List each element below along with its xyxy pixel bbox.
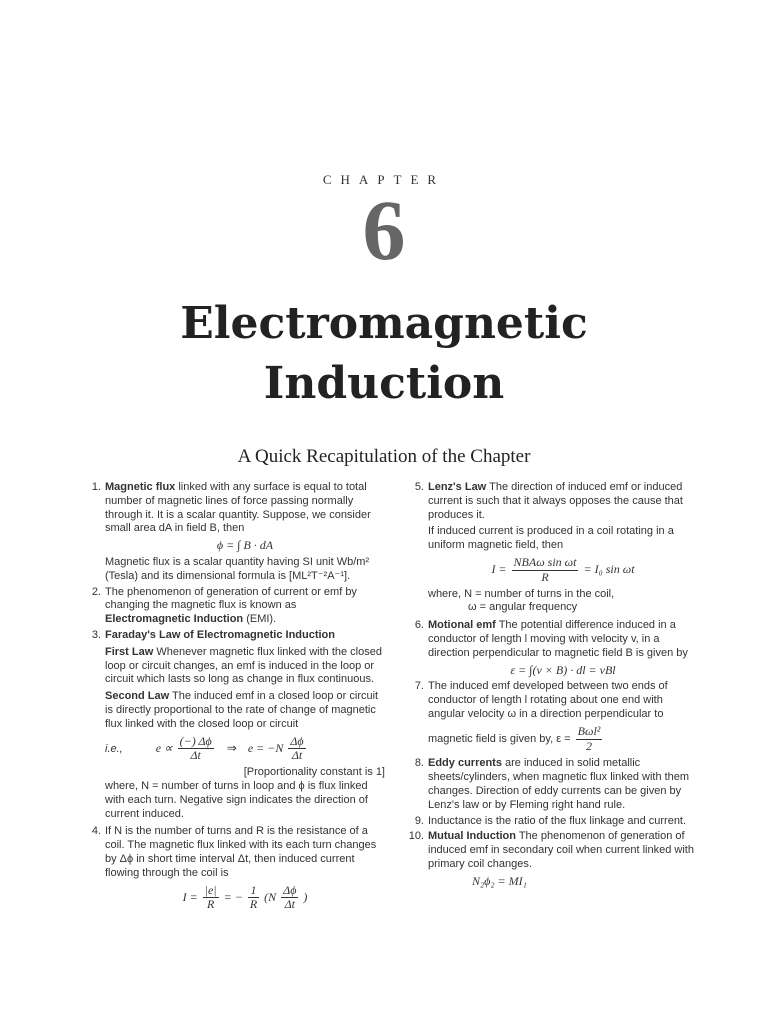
equation-rotating-coil xyxy=(428,556,698,585)
item-text: The phenomenon of generation of current or emf by changing the magnetic flux is known as xyxy=(105,585,357,612)
section-subtitle: A Quick Recapitulation of the Chapter xyxy=(237,446,531,467)
item-tail: (EMI). xyxy=(243,613,277,626)
term-faradays-law: Faraday's Law of Electromagnetic Induction xyxy=(105,628,335,641)
item-paragraph xyxy=(428,481,698,522)
item-text-2 xyxy=(428,725,698,754)
item-number: 7. xyxy=(414,680,424,693)
denominator: R xyxy=(541,569,549,584)
equation-mutual-induction: N₂ϕ₂ = MI₁ xyxy=(472,873,527,888)
chapter-label: CHAPTER xyxy=(322,172,446,187)
term-emi: Electromagnetic Induction xyxy=(105,613,244,626)
term-first-law: First Law xyxy=(105,645,154,658)
item-text: linked with any surface is equal to total number of magnetic lines of force passing normally through it. It is a scalar quantity. Suppose, we consider small area dA in field B, then xyxy=(105,481,371,535)
fraction xyxy=(281,884,298,913)
second-law-paragraph xyxy=(105,690,385,731)
equation-current xyxy=(105,884,385,913)
denominator: R xyxy=(206,897,215,912)
denominator: R xyxy=(249,897,258,912)
numerator: NBAω sin ωt xyxy=(513,554,577,569)
item-number: 2. xyxy=(91,585,101,598)
list-item-9 xyxy=(408,815,698,829)
denominator: Δt xyxy=(291,748,303,763)
item-number: 5. xyxy=(414,481,424,493)
item-number: 6. xyxy=(414,619,424,632)
chapter-title xyxy=(0,294,768,414)
item-number: 9. xyxy=(414,814,424,827)
item-text: If N is the number of turns and R is the resistance of a coil. The magnetic flux linked with its each turn changes by Δϕ in short time interval Δt, then induced current flowing through the coil is xyxy=(105,825,377,879)
list-item-4 xyxy=(85,825,385,912)
eq-b-lhs: e = −N xyxy=(247,740,284,755)
item-number: 3. xyxy=(91,628,101,641)
item-text-2: If induced current is produced in a coil rotating in a uniform magnetic field, then xyxy=(428,525,674,552)
item-text: The direction of induced emf or induced current is such that it always opposes the cause that produces it. xyxy=(428,481,683,521)
title-line-1: Electromagnetic xyxy=(180,298,588,349)
item-number: 1. xyxy=(91,481,101,493)
item-paragraph xyxy=(428,619,698,660)
equation-motional-emf: ε = ∫(v × B) · dl = vBl xyxy=(510,662,616,677)
equation-faraday xyxy=(105,735,385,764)
term-magnetic-flux: Magnetic flux xyxy=(105,481,176,493)
list-item-7 xyxy=(408,680,698,753)
numerator: Δϕ xyxy=(290,733,304,748)
item-text: are induced in solid metallic sheets/cylinders, when magnetic flux linked with them changes. Direction of eddy currents can be given by Lenz's law or by Fleming right hand rule. xyxy=(428,757,690,811)
fraction xyxy=(576,725,603,754)
item-number: 10. xyxy=(408,830,424,843)
fraction xyxy=(203,884,219,913)
term-lenz-law: Lenz's Law xyxy=(428,481,487,493)
eq-a-lhs: e ∝ xyxy=(155,740,173,755)
fraction xyxy=(512,556,579,585)
where-text: where, N = number of turns in loop and ϕ is flux linked with each turn. Negative sign indicates the direction of current induced. xyxy=(105,779,368,820)
term-eddy-currents: Eddy currents xyxy=(428,757,502,770)
list-item-3 xyxy=(85,629,385,821)
right-column xyxy=(408,481,698,892)
item-text: The phenomenon of generation of induced emf in secondary coil when current linked with primary coil changes. xyxy=(428,830,694,870)
eq-mid: = − xyxy=(223,889,243,904)
item-text-2: Magnetic flux is a scalar quantity having SI unit Wb/m² (Tesla) and its dimensional formula is [ML²T⁻²A⁻¹]. xyxy=(105,555,370,582)
emf-lead: magnetic field is given by, ε = xyxy=(428,732,571,745)
first-law-text: Whenever magnetic flux linked with the closed loop or circuit changes, an emf is induced in the loop or circuit which lasts so long as change in flux continuous. xyxy=(105,645,382,686)
proportionality-note: [Proportionality constant is 1] xyxy=(243,766,385,779)
first-law-paragraph xyxy=(105,646,385,687)
item-paragraph xyxy=(105,586,385,627)
numerator: |e| xyxy=(204,882,217,897)
numerator: Δϕ xyxy=(283,882,297,897)
left-column xyxy=(85,481,385,915)
item-text: Inductance is the ratio of the flux linkage and current. xyxy=(428,814,687,827)
item-paragraph xyxy=(105,481,385,536)
list-item-6 xyxy=(408,619,698,677)
title-line-2: Induction xyxy=(263,358,505,409)
fraction xyxy=(178,735,214,764)
denominator: Δt xyxy=(190,748,201,763)
eq-rhs: = I₀ sin ωt xyxy=(583,562,635,577)
item-paragraph xyxy=(428,830,698,871)
fraction xyxy=(288,735,305,764)
list-item-10 xyxy=(408,830,698,888)
ie-label: i.e., xyxy=(105,742,123,755)
omega-definition: ω = angular frequency xyxy=(468,601,578,614)
eq-lhs: I = xyxy=(491,562,507,577)
list-item-1 xyxy=(85,481,385,584)
list-item-8 xyxy=(408,757,698,812)
item-number: 4. xyxy=(91,825,101,838)
equation-flux: ϕ = ∫ B · dA xyxy=(216,538,274,553)
list-item-5 xyxy=(408,481,698,615)
numerator: Bωl² xyxy=(577,723,601,738)
denominator: Δt xyxy=(284,897,295,912)
item-paragraph xyxy=(428,757,698,812)
denominator: 2 xyxy=(586,738,592,753)
chapter-number: 6 xyxy=(362,182,406,278)
term-motional-emf: Motional emf xyxy=(428,619,496,632)
where-text: where, N = number of turns in the coil, xyxy=(428,587,615,600)
paren-close: ) xyxy=(303,889,308,904)
paren-open: (N xyxy=(264,889,277,904)
fraction xyxy=(248,884,259,913)
term-mutual-induction: Mutual Induction xyxy=(428,830,516,843)
second-law-text: The induced emf in a closed loop or circuit is directly proportional to the rate of change of magnetic flux linked with the closed loop or circuit xyxy=(105,690,379,730)
item-text: The potential difference induced in a conductor of length l moving with velocity v, in a direction perpendicular to magnetic field B is given by xyxy=(428,619,688,659)
item-number: 8. xyxy=(414,757,424,770)
implies-arrow: ⇒ xyxy=(226,740,237,755)
list-item-2 xyxy=(85,586,385,627)
item-text: The induced emf developed between two ends of conductor of length l rotating about one end with angular velocity ω in a direction perpendicular to xyxy=(428,680,668,720)
numerator: (−) Δϕ xyxy=(179,733,212,748)
numerator: 1 xyxy=(248,884,259,899)
term-second-law: Second Law xyxy=(105,690,170,703)
eq-lhs: I = xyxy=(182,889,198,904)
